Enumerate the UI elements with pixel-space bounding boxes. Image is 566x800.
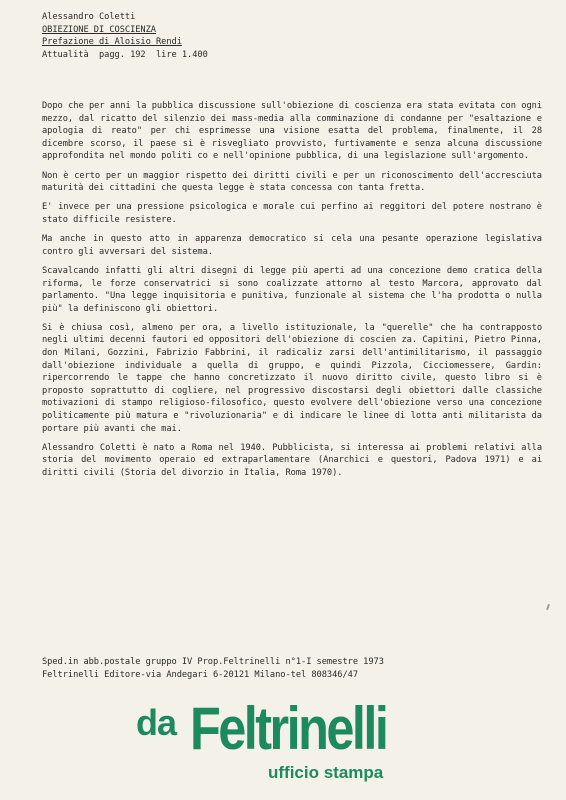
paragraph-intro: Dopo che per anni la pubblica discussione sull'obiezione di coscienza era stata evitata con ogni mezzo, dal ricatto del silenzio dei mass-media alla comminazione di condanne per "esaltazione e apologia di reato" per chi esprimesse una visione esatta del problema, finalmente, il 28 dicembre scorso, il paese si è risvegliato provvisto, furtivamente e senza alcuna discussione approfondita nel mondo politi co e nell'opinione pubblica, di una legislazione sull'argomento.	[42, 101, 542, 162]
book-header	[42, 11, 208, 61]
logo-name: Feltrinelli	[190, 695, 387, 762]
paragraph-rights: Non è certo per un maggior rispetto dei diritti civili e per un riconoscimento dell'accresciuta maturità dei cittadini che questa legge è stata concessa con tanta fretta.	[42, 170, 542, 194]
paragraph-author-bio: Alessandro Coletti è nato a Roma nel 1940. Pubblicista, si interessa ai problemi relativi alla storia del movimento operaio ed extraparlamentare (Anarchici e questori, Padova 1971) e ai diritti civili (Storia del divorzio in Italia, Roma 1970).	[42, 442, 542, 478]
logo-subtitle: ufficio stampa	[268, 763, 384, 782]
publisher-address: Feltrinelli Editore-via Andegari 6-20121 Milano-tel 808346/47	[42, 669, 359, 680]
release-body	[42, 100, 542, 486]
preface-credit: Prefazione di Aloisio Rendi	[42, 37, 182, 48]
book-info: Attualità pagg. 192 lire 1.400	[42, 49, 208, 60]
logo-prefix: da	[136, 702, 177, 743]
author-name: Alessandro Coletti	[42, 12, 136, 22]
paragraph-querelle: Si è chiusa così, almeno per ora, a livello istituzionale, la "querelle" che ha contrapposto negli ultimi decenni fautori ed oppositori dell'obiezione di coscien za. Capitini, Pietro Pinna, don Milani, Gozzini, Fabrizio Fabbrini, il radicaliz zarsi dell'antimilitarismo, il passaggio dall'obiezione individuale a quella di gruppo, e quindi Pizzola, Cicciomessere, Gardin: ripercorrendo le tappe che hanno concretizzato il nuovo diritto civile, questo libro si è proposto soprattutto di cogliere, nel progressivo discostarsi degli obiettori dalle classiche motivazioni di stampo religioso-filosofico, questo evolvere dell'obiezione verso una concezione politicamente più matura e "rivoluzionaria" e di indicare le linee di lotta anti militarista da portare più avanti che mai.	[42, 322, 542, 434]
paragraph-marcora: Scavalcando infatti gli altri disegni di legge più aperti ad una concezione demo cratica della riforma, le forze conservatrici si sono coalizzate attorno al testo Marcora, approvato dal parlamento. "Una legge inquisitoria e punitiva, funzionale al sistema che l'ha prodotta o nulla più" la definiscono gli obiettori.	[42, 265, 542, 314]
feltrinelli-logo	[0, 696, 566, 800]
book-title: OBIEZIONE DI COSCIENZA	[42, 24, 156, 35]
postal-footer	[42, 656, 384, 681]
paper-speck	[546, 604, 550, 610]
paragraph-pressure: E' invece per una pressione psicologica e morale cui perfino ai reggitori del potere nostrano è stato difficile resistere.	[42, 202, 542, 225]
postal-line: Sped.in abb.postale gruppo IV Prop.Feltrinelli n°1-I semestre 1973	[42, 657, 384, 667]
paragraph-operation: Ma anche in questo atto in apparenza democratico si cela una pesante operazione legislativa contro gli avversari del sistema.	[42, 234, 542, 257]
